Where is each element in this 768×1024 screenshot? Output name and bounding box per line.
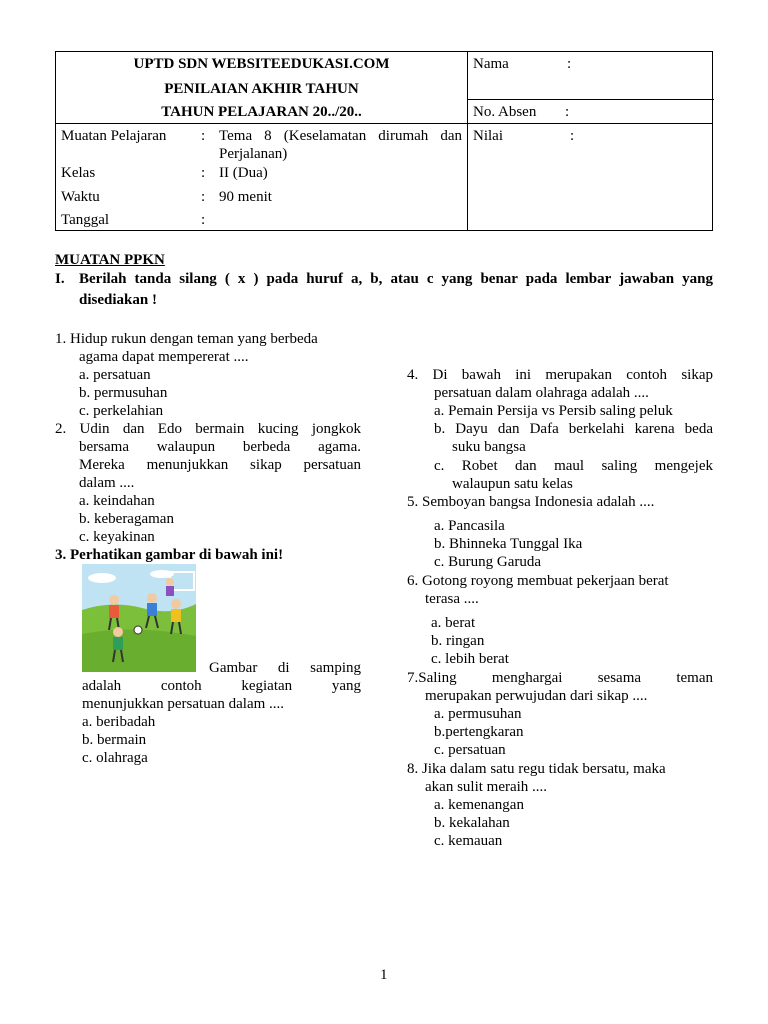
q7-line-1: 7.Saling menghargai sesama teman: [407, 670, 713, 686]
children-playing-football-image: [82, 564, 196, 672]
q5-option-b: b. Bhinneka Tunggal Ika: [434, 536, 583, 552]
q5-option-a: a. Pancasila: [434, 518, 505, 534]
q6-line-1: 6. Gotong royong membuat pekerjaan berat: [407, 573, 669, 589]
q8-option-b: b. kekalahan: [434, 815, 510, 831]
nama-label: Nama: [473, 56, 509, 72]
q3-line-4: menunjukkan persatuan dalam ....: [82, 696, 285, 712]
q6-option-c: c. lebih berat: [431, 651, 509, 667]
q2-line-1: 2. Udin dan Edo bermain kucing jongkok: [55, 421, 361, 437]
q1-option-a: a. persatuan: [79, 367, 151, 383]
q8-option-c: c. kemauan: [434, 833, 503, 849]
q7-option-a: a. permusuhan: [434, 706, 522, 722]
q3-line-1: 3. Perhatikan gambar di bawah ini!: [55, 547, 284, 563]
q7-option-c: c. persatuan: [434, 742, 506, 758]
q6-option-b: b. ringan: [431, 633, 485, 649]
muatan-colon: :: [201, 128, 206, 144]
q4-option-b-line-1: b. Dayu dan Dafa berkelahi karena beda: [434, 421, 713, 437]
q8-line-1: 8. Jika dalam satu regu tidak bersatu, maka: [407, 761, 666, 777]
q5-option-c: c. Burung Garuda: [434, 554, 542, 570]
tanggal-colon: :: [201, 212, 206, 228]
q2-option-c: c. keyakinan: [79, 529, 155, 545]
nama-colon: :: [567, 56, 572, 72]
q4-option-c-line-2: walaupun satu kelas: [452, 476, 573, 492]
q1-line-2: agama dapat mempererat ....: [79, 349, 249, 365]
exam-title: PENILAIAN AKHIR TAHUN: [164, 81, 359, 97]
kelas-value: II (Dua): [219, 165, 268, 181]
q1-option-b: b. permusuhan: [79, 385, 168, 401]
q2-line-2: bersama walaupun berbeda agama.: [79, 439, 361, 455]
muatan-value-2: Perjalanan): [219, 146, 288, 162]
q8-option-a: a. kemenangan: [434, 797, 524, 813]
q2-option-b: b. keberagaman: [79, 511, 174, 527]
header-divider-right: [467, 99, 714, 100]
waktu-label: Waktu: [61, 189, 100, 205]
q2-line-4: dalam ....: [79, 475, 135, 491]
tanggal-label: Tanggal: [61, 212, 110, 228]
q4-line-2: persatuan dalam olahraga adalah ....: [434, 385, 649, 401]
q4-option-c-line-1: c. Robet dan maul saling mengejek: [434, 458, 713, 474]
waktu-colon: :: [201, 189, 206, 205]
instruction-line-1: Berilah tanda silang ( x ) pada huruf a, b, atau c yang benar pada lembar jawaban yang: [79, 271, 713, 287]
instruction-line-2: disediakan !: [79, 292, 157, 308]
q3-line-3: adalah contoh kegiatan yang: [82, 678, 361, 694]
absen-colon: :: [565, 104, 570, 120]
section-title: MUATAN PPKN: [55, 252, 165, 268]
q4-option-b-line-2: suku bangsa: [452, 439, 526, 455]
q5-line-1: 5. Semboyan bangsa Indonesia adalah ....: [407, 494, 655, 510]
nilai-colon: :: [570, 128, 575, 144]
kelas-colon: :: [201, 165, 206, 181]
q2-option-a: a. keindahan: [79, 493, 155, 509]
q8-line-2: akan sulit meraih ....: [425, 779, 548, 795]
academic-year: TAHUN PELAJARAN 20../20..: [161, 104, 362, 120]
q3-line-2: Gambar di samping: [209, 660, 361, 676]
muatan-label: Muatan Pelajaran: [61, 128, 167, 144]
waktu-value: 90 menit: [219, 189, 272, 205]
header-divider-vertical: [467, 52, 468, 230]
q3-option-b: b. bermain: [82, 732, 147, 748]
football-illustration: [82, 564, 196, 672]
q3-option-c: c. olahraga: [82, 750, 148, 766]
q2-line-3: Mereka menunjukkan sikap persatuan: [79, 457, 361, 473]
section-roman: I.: [55, 271, 65, 287]
q7-line-2: merupakan perwujudan dari sikap ....: [425, 688, 648, 704]
q1-option-c: c. perkelahian: [79, 403, 164, 419]
header-divider-horizontal: [56, 123, 712, 124]
school-name: UPTD SDN WEBSITEEDUKASI.COM: [133, 56, 390, 72]
muatan-value-1: Tema 8 (Keselamatan dirumah dan: [219, 128, 462, 144]
q6-option-a: a. berat: [431, 615, 476, 631]
absen-label: No. Absen: [473, 104, 537, 120]
header-table: [55, 51, 713, 231]
nilai-label: Nilai: [473, 128, 503, 144]
kelas-label: Kelas: [61, 165, 96, 181]
page-number: 1: [380, 967, 388, 983]
q4-line-1: 4. Di bawah ini merupakan contoh sikap: [407, 367, 713, 383]
q7-option-b: b.pertengkaran: [434, 724, 524, 740]
q3-option-a: a. beribadah: [82, 714, 156, 730]
q1-line-1: 1. Hidup rukun dengan teman yang berbeda: [55, 331, 318, 347]
q6-line-2: terasa ....: [425, 591, 479, 607]
q4-option-a: a. Pemain Persija vs Persib saling peluk: [434, 403, 673, 419]
